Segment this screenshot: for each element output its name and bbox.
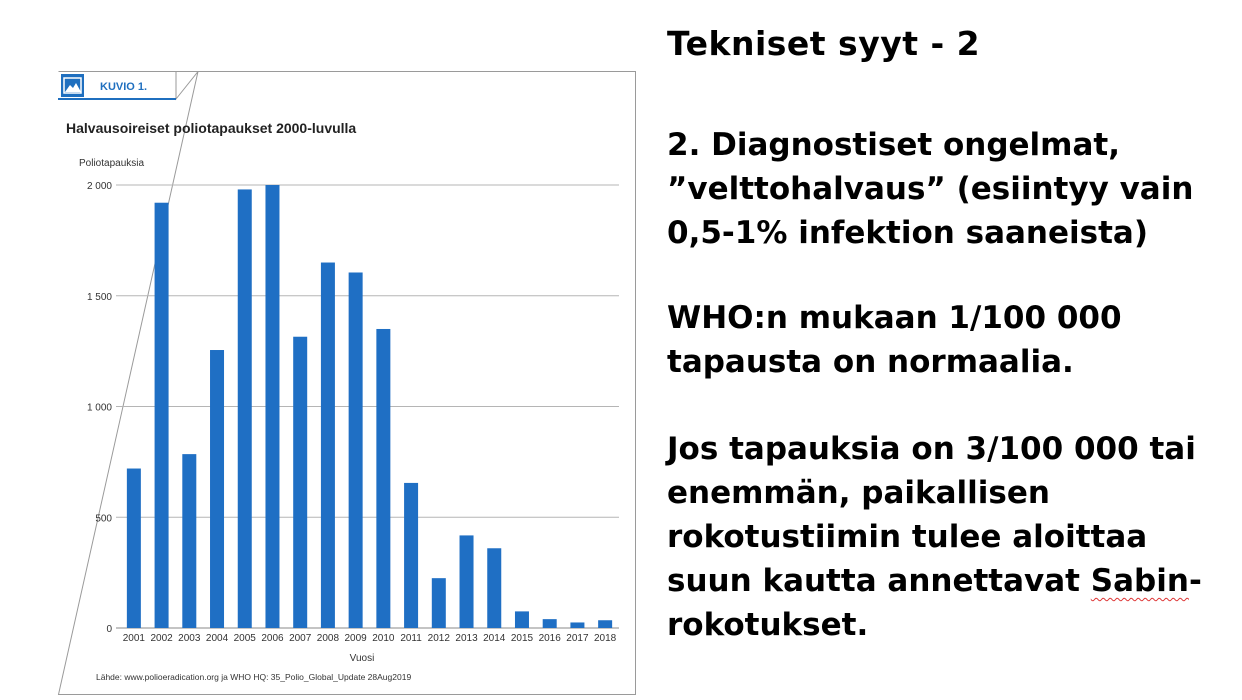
y-tick-label: 1 500 xyxy=(86,291,112,303)
x-tick-label: 2008 xyxy=(316,633,340,644)
bar-2012 xyxy=(432,578,446,628)
paragraph-sabin-main: Jos tapauksia on 3/100 000 tai enemmän, paikallisen rokotustiimin tulee aloittaa suun kautta annettavat xyxy=(667,431,1196,599)
bar-2014 xyxy=(487,548,501,628)
figure-badge: KUVIO 1. xyxy=(100,81,148,93)
bar-2003 xyxy=(182,454,196,628)
bar-2016 xyxy=(543,619,557,628)
bar-2008 xyxy=(321,263,335,628)
bar-2010 xyxy=(376,329,390,628)
bar-2015 xyxy=(515,611,529,628)
bar-2009 xyxy=(349,272,363,628)
paragraph-diagnostics: 2. Diagnostiset ongelmat, ”velttohalvaus” (esiintyy vain 0,5-1% infektion saaneista) xyxy=(667,127,1194,251)
x-tick-label: 2010 xyxy=(372,633,395,644)
bar-2018 xyxy=(598,620,612,628)
x-tick-label: 2018 xyxy=(594,633,617,644)
x-tick-label: 2001 xyxy=(122,633,145,644)
y-tick-label: 500 xyxy=(95,513,112,525)
x-tick-label: 2012 xyxy=(427,633,450,644)
chart-figure xyxy=(58,71,636,695)
x-tick-label: 2005 xyxy=(233,633,256,644)
x-tick-label: 2007 xyxy=(289,633,312,644)
x-tick-label: 2002 xyxy=(150,633,173,644)
y-tick-label: 2 000 xyxy=(86,181,112,192)
bar-2005 xyxy=(238,189,252,628)
bar-2002 xyxy=(155,203,169,628)
sabin-word: Sabin xyxy=(1090,563,1189,599)
x-axis-label: Vuosi xyxy=(349,653,375,664)
x-tick-label: 2006 xyxy=(261,633,284,644)
source-note: Lähde: www.polioeradication.org ja WHO HQ: 35_Polio_Global_Update 28Aug2019 xyxy=(96,672,412,682)
bar-2006 xyxy=(265,185,279,628)
x-tick-label: 2003 xyxy=(178,633,201,644)
x-tick-label: 2014 xyxy=(483,633,506,644)
paragraph-sabin xyxy=(667,427,1237,647)
x-tick-labels xyxy=(123,633,617,644)
figure-frame xyxy=(59,72,636,695)
x-tick-label: 2009 xyxy=(344,633,367,644)
paragraph-who: WHO:n mukaan 1/100 000 tapausta on normaalia. xyxy=(667,300,1122,380)
bar-2011 xyxy=(404,483,418,628)
y-tick-labels xyxy=(87,181,112,635)
bar-2004 xyxy=(210,350,224,628)
y-tick-label: 0 xyxy=(106,624,112,635)
paragraph-sabin-end: -rokotukset. xyxy=(667,563,1202,643)
slide-title: Tekniset syyt - 2 xyxy=(667,24,981,63)
x-tick-label: 2017 xyxy=(566,633,589,644)
x-tick-label: 2013 xyxy=(455,633,478,644)
x-tick-label: 2004 xyxy=(205,633,229,644)
y-tick-label: 1 000 xyxy=(86,402,112,414)
x-tick-label: 2011 xyxy=(400,633,422,644)
bar-2001 xyxy=(127,469,141,628)
y-axis-label: Poliotapauksia xyxy=(79,158,145,169)
chart-title: Halvausoireiset poliotapaukset 2000-luvulla xyxy=(66,120,357,136)
bar-2017 xyxy=(570,622,584,628)
x-tick-label: 2015 xyxy=(510,633,534,644)
x-tick-label: 2016 xyxy=(538,633,561,644)
bar-2013 xyxy=(460,535,474,628)
bar-chart xyxy=(58,71,636,695)
bar-2007 xyxy=(293,337,307,628)
